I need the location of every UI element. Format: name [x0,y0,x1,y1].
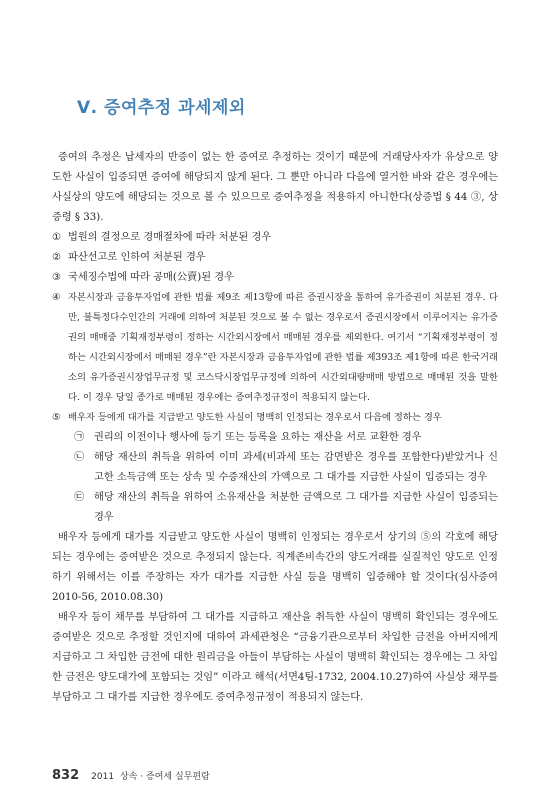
list-item [52,228,498,248]
exclusion-list [52,228,498,288]
sub-item-text: 권리의 이전이나 행사에 등기 또는 등록을 요하는 재산을 서로 교환한 경우 [94,432,422,443]
body-content [52,148,498,708]
item-text: 배우자 등에게 대가를 지급받고 양도한 사실이 명백히 인정되는 경우로서 다음에 정하는 경우 [68,412,442,423]
section-title: Ⅴ. 증여추정 과세제외 [77,98,246,118]
sub-list-item [74,488,498,528]
sub-item-text: 해당 재산의 취득을 위하여 소유재산을 처분한 금액으로 그 대가를 지급한 사실이 입증되는 경우 [94,492,498,523]
item-number: ② [52,252,62,263]
sub-item-text: 해당 재산의 취득을 위하여 이미 과세(비과세 또는 감면받은 경우를 포함한다)받았거나 신고한 소득금액 또는 상속 및 수증재산의 가액으로 그 대가를 지급한 사실이 입증되는 경우 [94,452,498,483]
item-text: 국세징수법에 따라 공매(公賣)된 경우 [68,272,234,283]
item-number: ④ [52,292,61,303]
list-item [52,268,498,288]
page-footer [52,768,210,783]
paragraph-3: 배우자 등이 채무를 부담하여 그 대가를 지급하고 재산을 취득한 사실이 명백히 확인되는 경우에도 증여받은 것으로 추정할 것인지에 대하여 과세관청은 “금융기관으로부터 차입한 금전을 아버지에게 지급하고 그 차입한 금전에 대한 원리금을 아들이 부담하는 사실이 명백히 확인되는 경우에는 그 차입한 금전은 양도대가에 포함되는 것임” 이라고 해석(서면4팀-1732, 2004.10.27)하여 사실상 채무를 부담하고 그 대가를 지급한 경우에도 증여추정규정이 적용되지 않는다. [52,612,498,703]
item-number: ⑤ [52,412,61,423]
paragraph-2: 배우자 등에게 대가를 지급받고 양도한 사실이 명백히 인정되는 경우로서 상기의 ⑤의 각호에 해당되는 경우에는 증여받은 것으로 추정되지 않는다. 직계존비속간의 양도거래를 실질적인 양도로 인정하기 위해서는 이를 주장하는 자가 대가를 지급한 사실 등을 명백히 입증해야 할 것이다(심사증여2010-56, 2010.08.30) [52,532,498,603]
footer-year: 2011 [91,772,115,782]
sub-list [74,428,498,528]
item-text: 법원의 결정으로 경매절차에 따라 처분된 경우 [68,232,272,243]
sub-list-item [74,428,498,448]
list-item [52,408,498,428]
list-item [52,248,498,268]
item-number: ① [52,232,62,243]
intro-paragraph: 증여의 추정은 납세자의 반증이 없는 한 증여로 추정하는 것이기 때문에 거래당사자가 유상으로 양도한 사실이 입증되면 증여에 해당되지 않게 된다. 그 뿐만 아니라 다음에 열거한 바와 같은 경우에는 사실상의 양도에 해당되는 것으로 볼 수 있으므로 증여추정을 적용하지 아니한다(상증법 § 44 ③, 상증령 § 33). [52,152,498,223]
list-item [52,288,498,408]
sub-item-number: ㉢ [74,492,85,503]
item-text: 파산선고로 인하여 처분된 경우 [68,252,206,263]
footer-book-title: 상속 · 증여세 실무편람 [120,772,210,782]
page-number: 832 [52,768,80,783]
sub-list-item [74,448,498,488]
item-text: 자본시장과 금융투자업에 관한 법률 제9조 제13항에 따른 증권시장을 통하여 유가증권이 처분된 경우. 다만, 불특정다수인간의 거래에 의하여 처분된 것으로 볼 수 없는 경우로서 증권시장에서 이루어지는 유가증권의 매매중 기획재정부령이 정하는 시간외시장에서 매매된 경우를 제외한다. 여기서 “기획재정부령이 정하는 시간외시장에서 매매된 경우”란 자본시장과 금융투자업에 관한 법률 제393조 제1항에 따른 한국거래소의 유가증권시장업무규정 및 코스닥시장업무규정에 의하여 시간외대량매매 방법으로 매매된 것을 말한다. 이 경우 당일 종가로 매매된 경우에는 증여추정규정이 적용되지 않는다. [68,292,498,403]
item-number: ③ [52,272,62,283]
exclusion-list-small [52,288,498,428]
sub-item-number: ㉠ [74,432,85,443]
sub-item-number: ㉡ [74,452,85,463]
